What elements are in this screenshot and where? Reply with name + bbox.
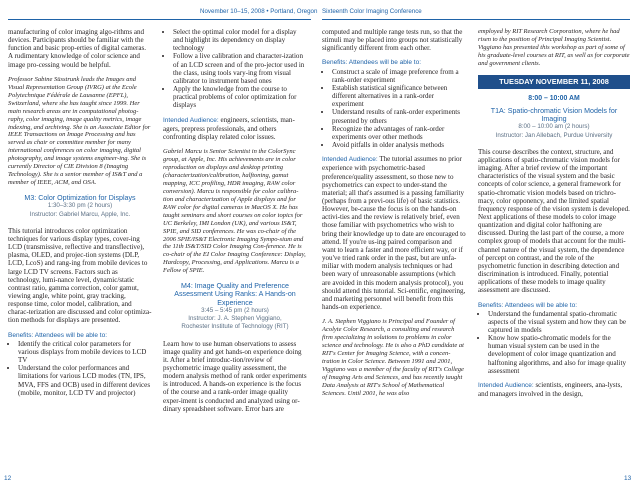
course-time: 8:00 – 10:00 am (2 hours) [518,123,590,131]
course-title: M4: Image Quality and Preference Assessment Using Ranks: A Hands-on Experience [174,282,296,307]
column-2 [163,28,307,420]
benefits-list [322,68,466,150]
course-heading-t1a [478,107,630,140]
column-3 [322,28,466,405]
list-item: • Recognize the advantages of rank-order experiments over other methods [332,125,466,141]
list-item: • Identify the critical color parameters for various displays from mobile devices to LCD TV [18,340,152,364]
instructor-bio-continued: employed by RIT Research Corporation, where he had risen to the position of Principal Imaging Scientist. Viggiano has presented this workshop as part of some of his graduate-level courses at RIT, as well as for corporate and government clients. [478,28,630,67]
list-item: • Construct a scale of image preference from a rank-order experiment [332,68,466,84]
list-item: • Select the optimal color model for a display and highlight its dependency on display technology [173,28,307,52]
benefits-list [478,310,630,375]
instructor-bio: Professor Sabine Süsstrunk leads the Images and Visual Representation Group (IVRG) at the Ecole Polytechnique Fédérale de Lausanne (EPFL), Switzerland, where she has taught since 1999. Her main research areas are in computational photog-raphy, color imaging, image quality metrics, image indexing, and archiving. She is an Associate Editor for IEEE Transactions on Image Processing and has served as chair or committee member for many international conferences on color imaging, digital photography, and image systems engineer-ing. She is currently Director of CIE Division 8 (Imaging Technology). She is a senior member of IS&T and a member of IEEE, ACM, and OSA. [8,75,151,187]
audience-paragraph [322,155,466,311]
list-item: • Understand results of rank-order experiments presented by others [332,108,466,124]
course-heading-m3 [8,194,152,219]
benefits-list [8,340,152,397]
list-item: • Understand the fundamental spatio-chromatic aspects of the visual system and how they can be captured in models [488,310,630,334]
audience-paragraph [163,116,307,141]
paragraph: computed and multiple range tests run, so that the stimuli may be placed into groups not statistically significantly different from each other. [322,28,463,53]
list-item: • Establish statistical significance between different alternatives in a rank-order experiment [332,84,466,108]
page-number-right: 13 [624,475,632,482]
audience-paragraph [478,381,630,398]
paragraph: Learn how to use human observations to assess image quality and get hands-on experience doing it. After a brief introduc-tion/review of psychometric image quality assessment, the modern analysis method of rank order experiments is introduced. A hands-on experience is the focus of the course and a rank-order image quality exper-iment is conducted and analyzed using or-dinary spreadsheet software. Error bars are [163,339,307,413]
list-item: • Know how spatio-chromatic models for the human visual system can be used in the development of color image quantization and halftoning algorithms, and also for image quality assessment [488,334,630,375]
paragraph: This course describes the context, structure, and applications of spatio-chromatic vision models for imaging. After a brief review of the important characteristics of the visual system and the basic concepts of color science, a general framework for spatio-chromatic vision models based on trichro-macy, color opponency, and the limited spatial frequency response of the vision system is developed. Next applications of these models to color image quantization and digital color halftoning are discussed. During the last part of the course, a more complex group of models that account for the multi-channel nature of the visual system, the dependence of percept on contrast, and the role of the psychometric function in describing detection and discrimination is introduced. Finally, potential applications of these models to image quality assessment are discussed. [478,147,630,295]
course-instructor: Instructor: Gabriel Marcu, Apple, Inc. [29,210,131,218]
course-heading-m4 [163,282,307,331]
course-title: T1A: Spatio-chromatic Vision Models for Imaging [490,106,618,124]
course-instructor: Instructor: Jan Allebach, Purdue University [495,131,613,139]
column-4 [478,28,630,405]
list-item: • Avoid pitfalls in older analysis methods [332,141,466,149]
header-rule-right [322,19,630,20]
day-banner: TUESDAY NOVEMBER 11, 2008 [478,75,630,89]
audience-text: The tutorial assumes no prior experience with psychometric-based preference/quality assessment, so those new to psychometrics can expect to under-stand the material; all that's assumed is a passing familiarity (perhaps from a previ-ous life) of basic statistics. However, be-cause the focus is on the hands-on activi-ties and the review is relatively brief, even those familiar with psychometrics who wish to bring their knowledge up to date are encouraged to attend. If you're us-ing paired comparison and want to learn a faster and more efficient way, or if you've tried rank order in the past, but are unfa-miliar with modern analysis techniques or had been wary of unreasonable assumptions (which are avoided in this modern analysis protocol), you should attend this tutorial. Sci-entific, engineering, and marketing personnel will benefit from this hands-on experience. [322,155,466,311]
audience-text: engineers, scientists, man-agers, prepress professionals, and others confronting display related color issues. [163,115,295,141]
page-number-left: 12 [4,475,12,482]
course-instructor: Instructor: J. A. Stephen Viggiano, [188,315,282,323]
paragraph: This tutorial introduces color optimization techniques for various display types, cover-ing LCD (transmissive, reflective and transflective), plasma, OLED, and projec-tion systems (DLP, LCD, LcoS) and rang-ing from mobile devices to large LCD TV screens. Factors such as technology, lumi-nance level, dynamic/static contrast ratio, gamma correction, color gamut, viewing angle, white point, gray tracking, response time, color model, calibration, and charac-terization are discussed and color optimiza-tion methods for displays are presented. [8,226,152,325]
instructor-bio: J. A. Stephen Viggiano is Principal and Founder of Acolyte Color Research, a consulting and research firm specializing in solutions to problems in color science and technology. He is also a PhD candidate at RIT's Center for Imaging Science, with a concen-tration in Color Science. Between 1991 and 2001, Viggiano was a member of the faculty of RIT's College of Imaging Arts and Sciences, and has recently taught Data Analysis at RIT's School of Mathematical Sciences. Until 2001, he was also [322,318,464,397]
audience-label: Intended Audience: [163,116,219,124]
benefits-list [163,28,307,110]
course-affiliation: Rochester Institute of Technology (RIT) [181,323,289,331]
course-time: 1:30–3:30 pm (2 hours) [47,202,113,210]
list-item: • Follow a live calibration and character-ization of an LCD screen and of the pro-jector used in the class, using tools vary-ing from visual calibrator to instrument based ones [173,52,307,85]
audience-text: scientists, engineers, ana-lysts, and managers involved in the design, [478,380,623,399]
instructor-bio: Gabriel Marcu is Senior Scientist in the ColorSync group, at Apple, Inc. His achievements are in color reproduction on displays and desktop printing (characterization/calibration, halftoning, gamut mapping, ICC profiling, HDR imaging, RAW color conversion). Marcu is responsible for color calibra-tion and characterization of Apple displays and for RAW color for digital cameras in MacOS X. He has taught seminars and short courses on color topics for UC Berkeley, IMI London (UK), and various IS&T, SPIE, and SID conferences. He was co-chair of the 2006 SPIE/IS&T Electronic Imaging Sympo-sium and the 11th IS&T/SID Color Imaging Con-ference. He is co-chair of the EI Color Imaging Conference: Display, Hardcopy, Processing, and Applications. Marcu is a Fellow of SPIE. [163,148,306,275]
benefits-label: Benefits: Attendees will be able to: [478,301,578,309]
course-time: 3:45 – 5:45 pm (2 hours) [201,306,269,314]
paragraph: manufacturing of color imaging algo-rithms and devices. Participants should be familiar with the function and basic prop-erties of digital cameras. A rudimentary knowledge of color science and image pro-cessing would be helpful. [8,28,146,69]
list-item: • Apply the knowledge from the course to practical problems of color optimization for displays [173,85,307,109]
list-item: • Understand the color performances and limitations for various LCD modes (TN, IPS, MVA, FFS and OCB) used in different devices (mobile, monitor, LCD TV and projector) [18,364,152,397]
time-slot-heading: 8:00 – 10:00 AM [528,94,580,102]
right-running-head: Sixteenth Color Imaging Conference [322,8,422,15]
column-1 [8,28,152,403]
header-rule-left [8,19,311,20]
left-running-head: November 10–15, 2008 • Portland, Oregon [200,8,318,15]
course-title: M3: Color Optimization for Displays [24,194,136,203]
benefits-label: Benefits: Attendees will be able to: [8,331,108,339]
audience-label: Intended Audience: [478,381,534,389]
audience-label: Intended Audience: [322,156,378,164]
benefits-label: Benefits: Attendees will be able to: [322,59,422,67]
